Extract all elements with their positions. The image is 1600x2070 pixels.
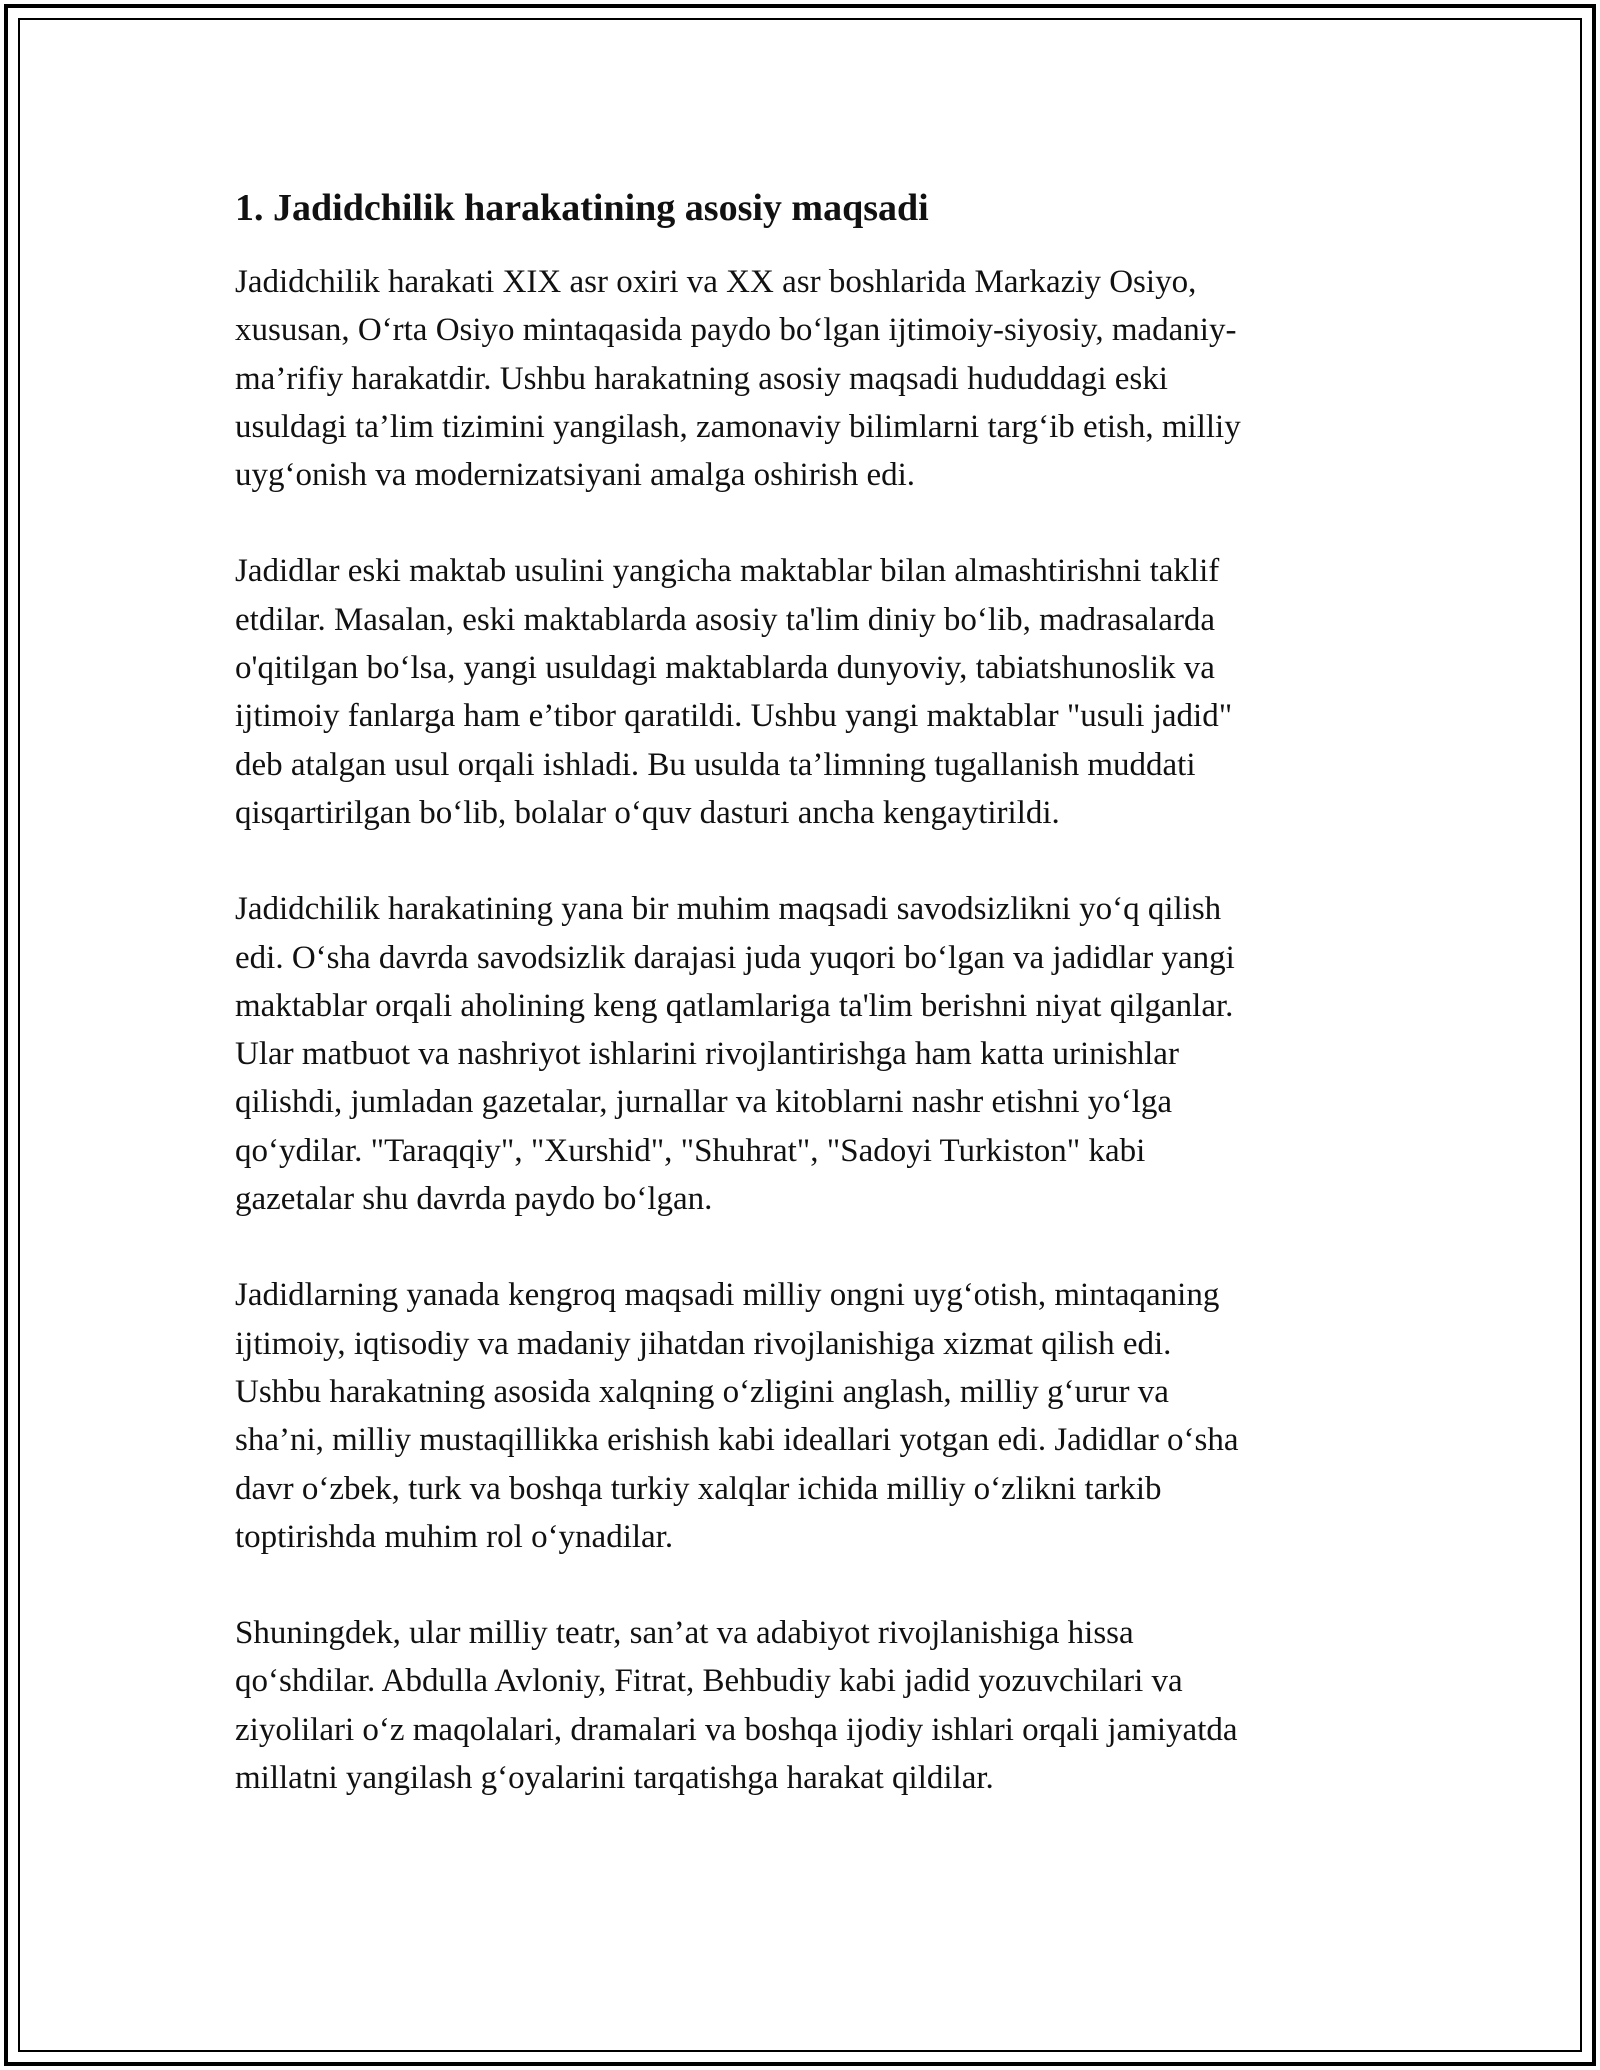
paragraph-line: millatni yangilash g‘oyalarini tarqatishga harakat qildilar. [235, 1760, 994, 1797]
section-heading: 1. Jadidchilik harakatining asosiy maqsadi [235, 187, 929, 229]
paragraph-line: ma’rifiy harakatdir. Ushbu harakatning asosiy maqsadi hududdagi eski [235, 360, 1168, 397]
paragraph-line: gazetalar shu davrda paydo bo‘lgan. [235, 1181, 713, 1218]
paragraph-line: Jadidchilik harakati XIX asr oxiri va XX asr boshlarida Markaziy Osiyo, [235, 264, 1197, 300]
paragraph-line: usuldagi ta’lim tizimini yangilash, zamonaviy bilimlarni targ‘ib etish, milliy [235, 408, 1241, 445]
paragraph-list [235, 258, 1365, 1802]
paragraph-2 [235, 547, 1365, 837]
paragraph-line: Ular matbuot va nashriyot ishlarini rivojlantirishga ham katta urinishlar [235, 1036, 1179, 1073]
paragraph-line: qisqartirilgan bo‘lib, bolalar o‘quv dasturi ancha kengaytirildi. [235, 794, 1060, 831]
paragraph-line: davr o‘zbek, turk va boshqa turkiy xalqlar ichida milliy o‘zlikni tarkib [235, 1470, 1162, 1507]
paragraph-5 [235, 1609, 1365, 1802]
paragraph-line: uyg‘onish va modernizatsiyani amalga oshirish edi. [235, 457, 916, 494]
paragraph-line: ziyolilari o‘z maqolalari, dramalari va boshqa ijodiy ishlari orqali jamiyatda [235, 1711, 1238, 1748]
paragraph-line: Jadidchilik harakatining yana bir muhim maqsadi savodsizlikni yo‘q qilish [235, 891, 1222, 928]
paragraph-line: edi. O‘sha davrda savodsizlik darajasi juda yuqori bo‘lgan va jadidlar yangi [235, 939, 1235, 976]
paragraph-line: Ushbu harakatning asosida xalqning o‘zligini anglash, milliy g‘urur va [235, 1373, 1169, 1410]
paragraph-line: ijtimoiy fanlarga ham e’tibor qaratildi. Ushbu yangi maktablar "usuli jadid" [235, 698, 1233, 735]
paragraph-line: maktablar orqali aholining keng qatlamlariga ta'lim berishni niyat qilganlar. [235, 987, 1234, 1024]
paragraph-line: etdilar. Masalan, eski maktablarda asosiy ta'lim diniy bo‘lib, madrasalarda [235, 601, 1216, 638]
paragraph-4 [235, 1271, 1365, 1561]
paragraph-line: toptirishda muhim rol o‘ynadilar. [235, 1518, 674, 1555]
paragraph-line: Shuningdek, ular milliy teatr, san’at va adabiyot rivojlanishiga hissa [235, 1615, 1134, 1652]
paragraph-line: o'qitilgan bo‘lsa, yangi usuldagi maktablarda dunyoviy, tabiatshunoslik va [235, 650, 1215, 687]
paragraph-line: Jadidlarning yanada kengroq maqsadi milliy ongni uyg‘otish, mintaqaning [235, 1277, 1220, 1314]
paragraph-line: ijtimoiy, iqtisodiy va madaniy jihatdan rivojlanishiga xizmat qilish edi. [235, 1325, 1172, 1362]
paragraph-line: sha’ni, milliy mustaqillikka erishish kabi ideallari yotgan edi. Jadidlar o‘sha [235, 1422, 1239, 1459]
paragraph-line: qo‘shdilar. Abdulla Avloniy, Fitrat, Behbudiy kabi jadid yozuvchilari va [235, 1663, 1183, 1700]
paragraph-3 [235, 885, 1365, 1223]
paragraph-line: Jadidlar eski maktab usulini yangicha maktablar bilan almashtirishni taklif [235, 553, 1220, 590]
paragraph-1 [235, 258, 1365, 499]
paragraph-line: deb atalgan usul orqali ishladi. Bu usulda ta’limning tugallanish muddati [235, 746, 1196, 783]
document-body [235, 182, 1365, 1850]
paragraph-line: xususan, O‘rta Osiyo mintaqasida paydo bo‘lgan ijtimoiy-siyosiy, madaniy- [235, 312, 1237, 349]
paragraph-line: qo‘ydilar. "Taraqqiy", "Xurshid", "Shuhrat", "Sadoyi Turkiston" kabi [235, 1132, 1146, 1169]
paragraph-line: qilishdi, jumladan gazetalar, jurnallar va kitoblarni nashr etishni yo‘lga [235, 1084, 1173, 1121]
